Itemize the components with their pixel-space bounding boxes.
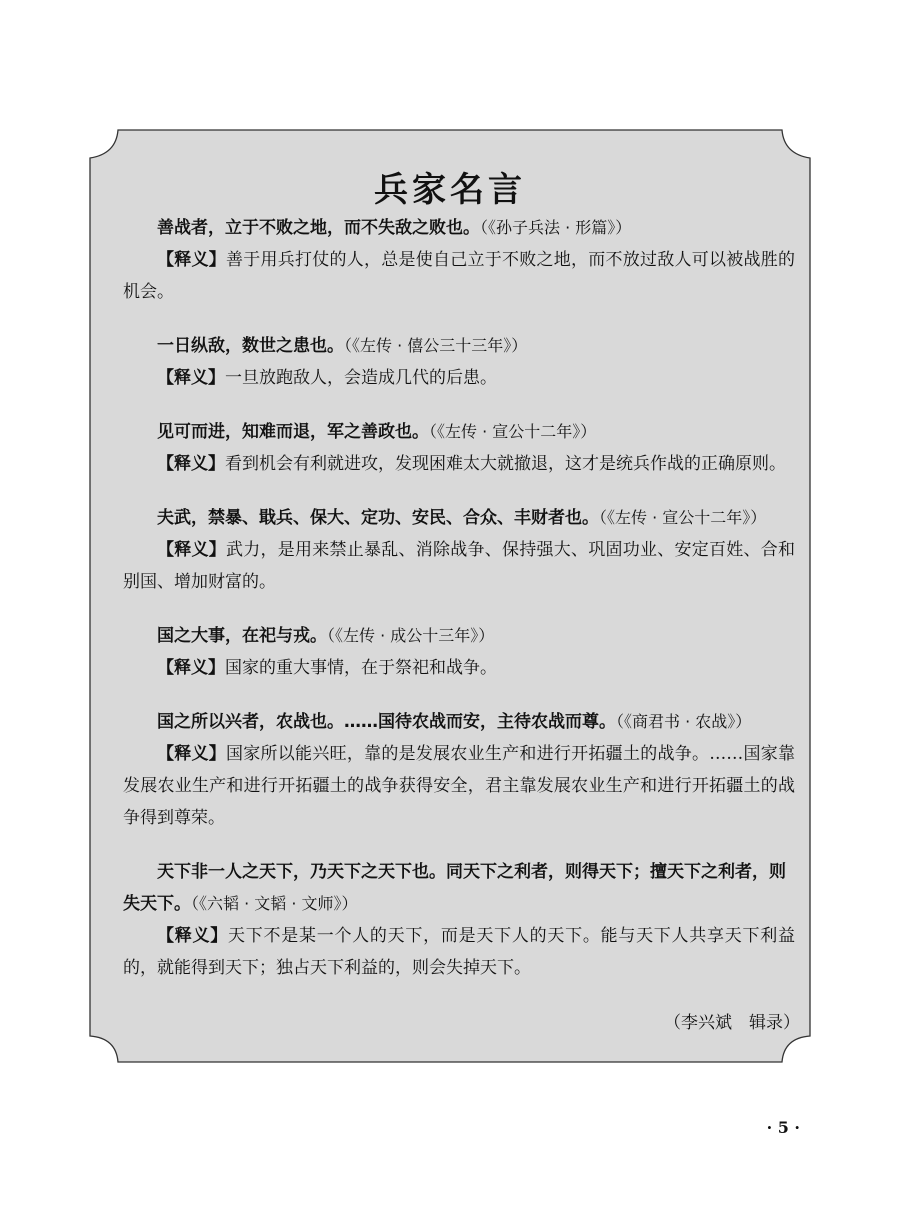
explanation-text: 善于用兵打仗的人，总是使自己立于不败之地，而不放过敌人可以被战胜的机会。 [123,250,795,302]
explanation-tag: 【释义】 [157,658,225,678]
explanation-text: 武力，是用来禁止暴乱、消除战争、保持强大、巩固功业、安定百姓、合和别国、增加财富的。 [123,540,795,592]
explanation-text: 国家所以能兴旺，靠的是发展农业生产和进行开拓疆土的战争。……国家靠发展农业生产和进行开拓疆土的战争获得安全，君主靠发展农业生产和进行开拓疆土的战争得到尊荣。 [123,744,796,828]
explanation-tag: 【释义】 [157,368,225,388]
quote-line [123,416,795,448]
quote-line [123,502,795,534]
recorder-credit: （李兴斌 辑录） [664,1013,800,1033]
quote-source: （《左传 · 宣公十二年》） [599,508,767,527]
explanation-line [123,362,795,394]
explanation-line [123,652,795,684]
explanation-text: 一旦放跑敌人，会造成几代的后患。 [225,368,497,388]
quote-text: 夫武，禁暴、戢兵、保大、定功、安民、合众、丰财者也。 [157,508,599,528]
quote-source: （《左传 · 宣公十二年》） [429,422,597,441]
explanation-tag: 【释义】 [157,454,225,474]
quote-source: （《六韬 · 文韬 · 文师》） [191,894,358,913]
quote-line [123,856,795,920]
quote-source: （《左传 · 僖公三十三年》） [344,336,528,355]
quote-text: 善战者，立于不败之地，而不失敌之败也。 [157,218,480,238]
quote-entry [123,706,795,834]
explanation-tag: 【释义】 [157,250,226,270]
explanation-text: 看到机会有利就进攻，发现困难太大就撤退，这才是统兵作战的正确原则。 [225,454,786,474]
explanation-tag: 【释义】 [157,926,228,946]
quote-line [123,330,795,362]
quote-line [123,620,795,652]
explanation-tag: 【释义】 [157,744,227,764]
page-number: · 5 · [766,1118,800,1137]
quotes-list [123,212,795,1006]
quote-entry [123,620,795,684]
quote-entry [123,330,795,394]
quote-text: 天下非一人之天下，乃天下之天下也。同天下之利者，则得天下；擅天下之利者，则失天下。 [123,862,786,914]
explanation-tag: 【释义】 [157,540,226,560]
quote-line [123,706,795,738]
quote-text: 国之所以兴者，农战也。……国待农战而安，主待农战而尊。 [157,712,616,732]
quote-entry [123,212,795,308]
quote-entry [123,856,795,984]
explanation-text: 国家的重大事情，在于祭祀和战争。 [225,658,497,678]
quote-text: 见可而进，知难而退，军之善政也。 [157,422,429,442]
quote-source: （《左传 · 成公十三年》） [327,626,495,645]
quote-source: （《孙子兵法 · 形篇》） [480,218,632,237]
explanation-line [123,244,795,308]
quote-text: 一日纵敌，数世之患也。 [157,336,344,356]
explanation-line [123,448,795,480]
quote-source: （《商君书 · 农战》） [616,712,752,731]
explanation-line [123,738,795,834]
explanation-text: 天下不是某一个人的天下，而是天下人的天下。能与天下人共享天下利益的，就能得到天下；独占天下利益的，则会失掉天下。 [123,926,796,978]
explanation-line [123,920,795,984]
quote-entry [123,416,795,480]
quote-text: 国之大事，在祀与戎。 [157,626,327,646]
quote-line [123,212,795,244]
quote-entry [123,502,795,598]
page-title: 兵家名言 [374,170,526,210]
explanation-line [123,534,795,598]
